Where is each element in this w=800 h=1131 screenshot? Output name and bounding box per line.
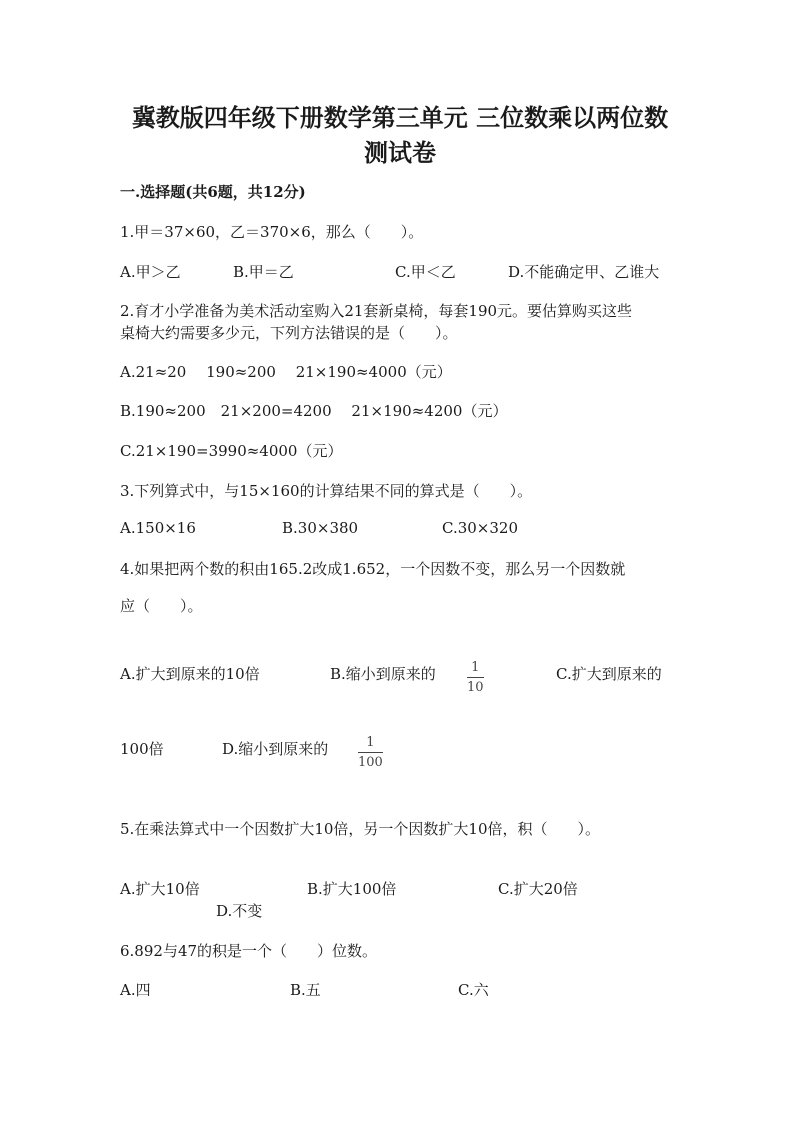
question-5-stem: 5.在乘法算式中一个因数扩大10倍，另一个因数扩大10倍，积（ ）。	[120, 820, 600, 838]
q4-fraction-one-tenth	[467, 656, 484, 694]
q4-option-d[interactable]: D.缩小到原来的	[222, 740, 329, 758]
q5-option-a[interactable]: A.扩大10倍	[120, 880, 200, 898]
q1-option-d[interactable]: D.不能确定甲、乙谁大	[508, 263, 660, 281]
q2-option-a[interactable]: A.21≈20 190≈200 21×190≈4000（元）	[120, 363, 452, 381]
section-heading: 一.选择题(共6题，共12分)	[120, 183, 306, 201]
q6-option-c[interactable]: C.六	[458, 981, 489, 999]
question-4-stem-line1: 4.如果把两个数的积由165.2改成1.652，一个因数不变，那么另一个因数就	[120, 560, 626, 578]
q5-option-d[interactable]: D.不变	[216, 902, 263, 920]
fraction-denominator: 10	[467, 680, 484, 695]
q6-option-b[interactable]: B.五	[290, 981, 321, 999]
question-6-stem: 6.892与47的积是一个（ ）位数。	[120, 942, 378, 960]
q6-option-a[interactable]: A.四	[120, 981, 151, 999]
q3-option-a[interactable]: A.150×16	[120, 519, 196, 537]
q4-option-b[interactable]: B.缩小到原来的	[330, 665, 436, 683]
question-2-stem-line1: 2.育才小学准备为美术活动室购入21套新桌椅，每套190元。要估算购买这些	[120, 302, 633, 320]
q4-fraction-one-hundredth	[358, 731, 383, 769]
question-1-stem: 1.甲＝37×60，乙＝370×6，那么（ ）。	[120, 223, 424, 241]
exam-title-line1: 冀教版四年级下册数学第三单元 三位数乘以两位数	[131, 103, 669, 132]
q4-option-c-continued: 100倍	[120, 740, 164, 758]
question-3-stem: 3.下列算式中，与15×160的计算结果不同的算式是（ ）。	[120, 482, 533, 500]
q3-option-b[interactable]: B.30×380	[282, 519, 359, 537]
fraction-denominator: 100	[358, 755, 383, 770]
q3-option-c[interactable]: C.30×320	[442, 519, 518, 537]
fraction-numerator: 1	[366, 735, 375, 750]
fraction-bar	[358, 752, 383, 753]
exam-title-line2: 测试卷	[364, 138, 436, 167]
fraction-bar	[467, 677, 484, 678]
q1-option-b[interactable]: B.甲＝乙	[233, 263, 294, 281]
q5-option-b[interactable]: B.扩大100倍	[307, 880, 397, 898]
q4-option-a[interactable]: A.扩大到原来的10倍	[120, 665, 260, 683]
question-4-stem-line2: 应（ ）。	[120, 597, 203, 615]
q1-option-c[interactable]: C.甲＜乙	[395, 263, 456, 281]
q4-option-c[interactable]: C.扩大到原来的	[556, 665, 662, 683]
question-2-stem-line2: 桌椅大约需要多少元，下列方法错误的是（ ）。	[120, 324, 458, 342]
q5-option-c[interactable]: C.扩大20倍	[498, 880, 578, 898]
fraction-numerator: 1	[471, 660, 480, 675]
q2-option-c[interactable]: C.21×190=3990≈4000（元）	[120, 442, 343, 460]
q1-option-a[interactable]: A.甲＞乙	[120, 263, 181, 281]
q2-option-b[interactable]: B.190≈200 21×200=4200 21×190≈4200（元）	[120, 402, 508, 420]
